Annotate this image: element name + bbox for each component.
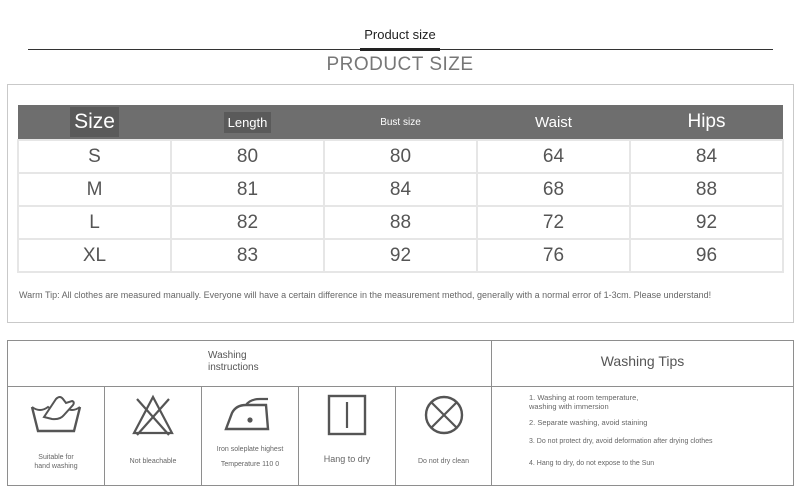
washing-tips-list: [492, 387, 793, 485]
table-cell: 68: [477, 173, 630, 206]
washing-tips-title: Washing Tips: [600, 353, 685, 369]
no-bleach-icon: [131, 393, 175, 437]
care-label: Iron soleplate highest Temperature 110 0: [216, 446, 284, 468]
washing-tip: 2. Separate washing, avoid staining: [529, 418, 648, 427]
table-cell: 92: [324, 239, 477, 272]
table-cell: XL: [18, 239, 171, 272]
product-size-heading: PRODUCT SIZE: [326, 54, 474, 75]
care-item-iron: [202, 387, 299, 485]
table-cell: 92: [630, 206, 783, 239]
washing-instructions-header: [8, 341, 492, 387]
column-header-length: Length: [171, 105, 324, 140]
product-size-title: Product size: [364, 27, 436, 42]
washing-tip: 4. Hang to dry, do not expose to the Sun: [529, 460, 655, 467]
table-cell: 64: [477, 140, 630, 173]
column-header-size: Size: [18, 105, 171, 140]
size-table-header-row: [18, 105, 783, 140]
hand-wash-icon: [28, 393, 84, 437]
title-divider-accent: [360, 48, 440, 51]
table-cell: 82: [171, 206, 324, 239]
care-item-hand-wash: [8, 387, 105, 485]
table-row: [18, 173, 783, 206]
column-header-bust: Bust size: [324, 105, 477, 140]
table-cell: 88: [324, 206, 477, 239]
table-row: [18, 206, 783, 239]
table-row: [18, 140, 783, 173]
table-cell: 72: [477, 206, 630, 239]
washing-instructions-title: Washing instructions: [208, 350, 259, 373]
table-cell: L: [18, 206, 171, 239]
table-cell: 84: [630, 140, 783, 173]
table-cell: 81: [171, 173, 324, 206]
table-cell: 80: [171, 140, 324, 173]
table-cell: 84: [324, 173, 477, 206]
care-label: Not bleachable: [129, 458, 177, 465]
care-item-no-dry-clean: [396, 387, 492, 485]
hang-dry-icon: [326, 393, 368, 437]
table-cell: 88: [630, 173, 783, 206]
washing-tip: 1. Washing at room temperature,: [529, 393, 639, 402]
care-item-no-bleach: [105, 387, 202, 485]
warm-tip-note: Warm Tip: All clothes are measured manually. Everyone will have a certain difference in the measurement method, generally with a normal error of 1-3cm. Please understand!: [19, 290, 712, 300]
table-cell: 76: [477, 239, 630, 272]
no-dry-clean-icon: [422, 393, 466, 437]
washing-tips-header: [492, 341, 793, 387]
table-cell: M: [18, 173, 171, 206]
table-cell: S: [18, 140, 171, 173]
care-label: Suitable for hand washing: [34, 454, 78, 470]
washing-tip: washing with immersion: [529, 402, 609, 411]
care-item-hang-dry: [299, 387, 396, 485]
table-row: [18, 239, 783, 272]
size-table: [17, 105, 784, 273]
iron-icon: [222, 395, 278, 435]
column-header-hips: Hips: [630, 105, 783, 140]
care-label: Do not dry clean: [418, 458, 469, 465]
table-cell: 96: [630, 239, 783, 272]
care-panel: [7, 340, 794, 486]
table-cell: 80: [324, 140, 477, 173]
washing-tip: 3. Do not protect dry, avoid deformation after drying clothes: [529, 438, 713, 445]
table-cell: 83: [171, 239, 324, 272]
care-label: Hang to dry: [323, 454, 371, 464]
column-header-waist: Waist: [477, 105, 630, 140]
